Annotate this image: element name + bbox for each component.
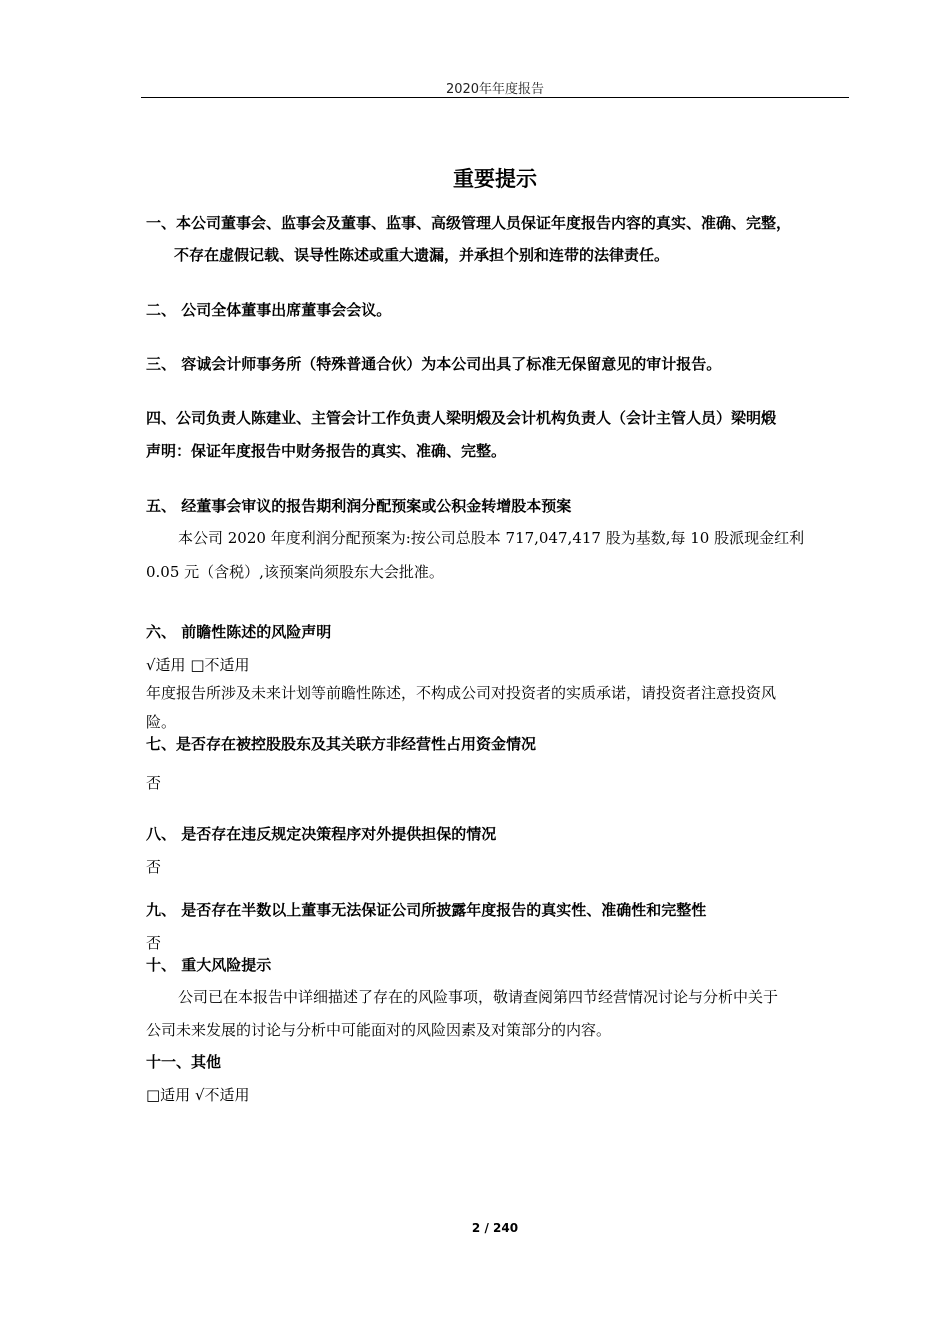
page-title: 重要提示 [453, 167, 537, 191]
section-9-answer: 否 [146, 934, 162, 952]
section-1-line-2: 不存在虚假记载、误导性陈述或重大遗漏，并承担个别和连带的法律责任。 [174, 246, 670, 264]
section-10-heading: 十、 重大风险提示 [146, 956, 272, 974]
running-header: 2020年年度报告 [445, 82, 545, 97]
section-7-heading: 七、是否存在被控股股东及其关联方非经营性占用资金情况 [146, 735, 537, 753]
page-number: 2 / 240 [471, 1221, 519, 1235]
section-4-line-1: 四、公司负责人陈建业、主管会计工作负责人梁明煅及会计机构负责人（会计主管人员）梁明煅 [146, 409, 777, 427]
section-5-heading: 五、 经董事会审议的报告期利润分配预案或公积金转增股本预案 [146, 497, 572, 515]
section-3: 三、 容诚会计师事务所（特殊普通合伙）为本公司出具了标准无保留意见的审计报告。 [146, 355, 722, 373]
section-11-options: □适用 √不适用 [146, 1086, 250, 1104]
section-6-options: √适用 □不适用 [146, 656, 250, 674]
section-10-body-2: 公司未来发展的讨论与分析中可能面对的风险因素及对策部分的内容。 [146, 1021, 612, 1039]
section-8-answer: 否 [146, 858, 162, 876]
section-4-line-2: 声明：保证年度报告中财务报告的真实、准确、完整。 [146, 442, 507, 460]
section-8-heading: 八、 是否存在违反规定决策程序对外提供担保的情况 [146, 825, 497, 843]
section-5-body-2: 0.05 元（含税）,该预案尚须股东大会批准。 [146, 563, 444, 581]
section-10-body-1: 公司已在本报告中详细描述了存在的风险事项，敬请查阅第四节经营情况讨论与分析中关于 [178, 988, 779, 1006]
section-1-line-1: 一、本公司董事会、监事会及董事、监事、高级管理人员保证年度报告内容的真实、准确、完整， [146, 214, 792, 232]
section-6-heading: 六、 前瞻性陈述的风险声明 [146, 623, 332, 641]
section-9-heading: 九、 是否存在半数以上董事无法保证公司所披露年度报告的真实性、准确性和完整性 [146, 901, 707, 919]
section-6-body-2: 险。 [146, 713, 177, 731]
header-rule [141, 97, 849, 98]
section-5-body-1: 本公司 2020 年度利润分配预案为:按公司总股本 717,047,417 股为基数,每 10 股派现金红利 [178, 529, 805, 547]
section-6-body-1: 年度报告所涉及未来计划等前瞻性陈述，不构成公司对投资者的实质承诺，请投资者注意投资风 [146, 684, 777, 702]
section-2: 二、 公司全体董事出席董事会会议。 [146, 301, 392, 319]
section-7-answer: 否 [146, 774, 162, 792]
section-11-heading: 十一、其他 [146, 1053, 222, 1071]
